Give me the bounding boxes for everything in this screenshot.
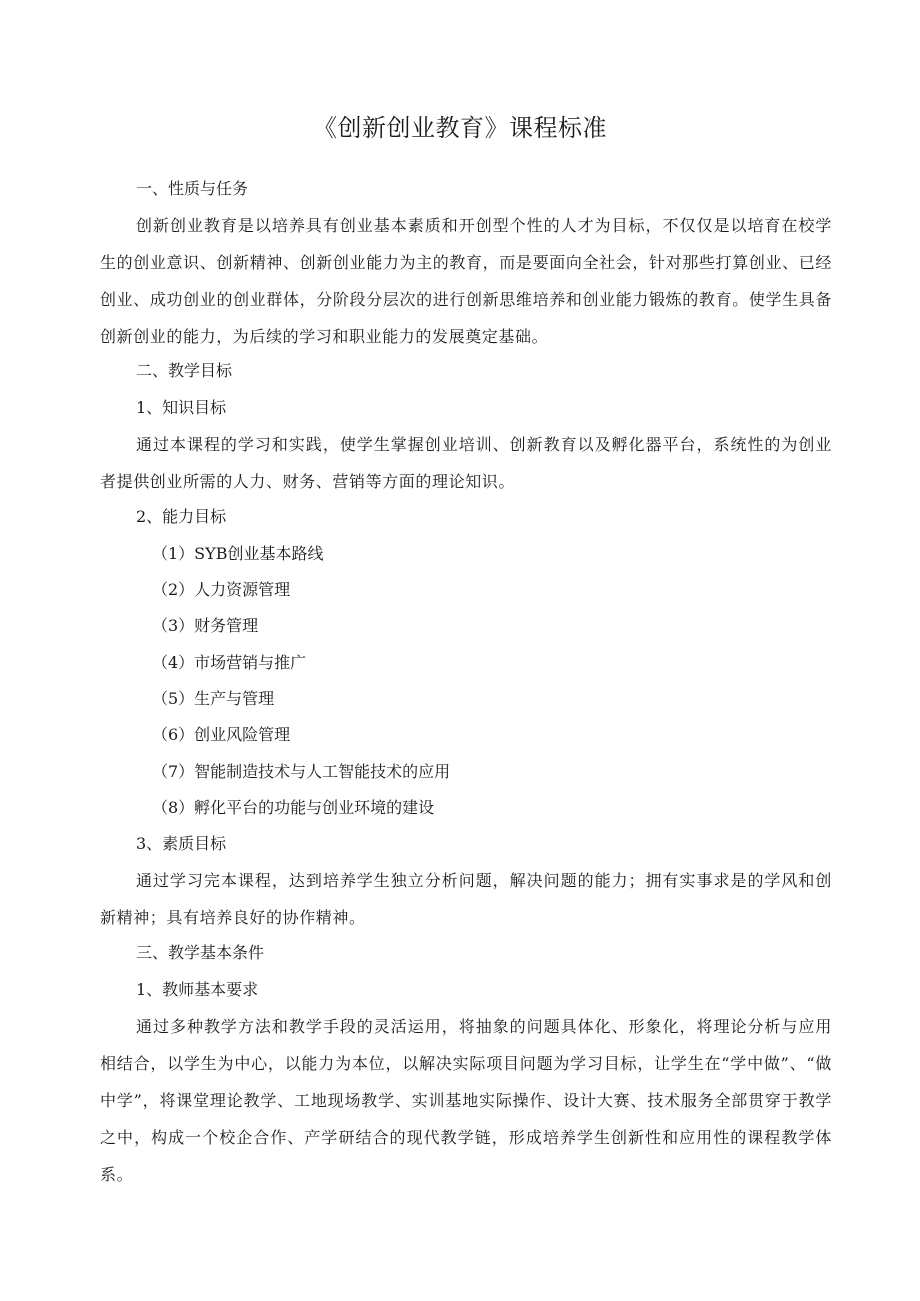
section-heading-basic-conditions: 三、教学基本条件 — [136, 943, 265, 962]
section-paragraph-nature-tasks: 创新创业教育是以培养具有创业基本素质和开创型个性的人才为目标，不仅仅是以培育在校学生的创业意识、创新精神、创新创业能力为主的教育，而是要面向全社会，针对那些打算创业、已经创业、成功创业的创业群体，分阶段分层次的进行创新思维培养和创业能力锻炼的教育。使学生具备创新创业的能力，为后续的学习和职业能力的发展奠定基础。 — [100, 216, 832, 346]
list-item: （7）智能制造技术与人工智能技术的应用 — [152, 762, 451, 781]
list-item: （4）市场营销与推广 — [152, 653, 307, 672]
subheading-quality-goals: 3、素质目标 — [136, 834, 227, 853]
subheading-ability-goals: 2、能力目标 — [136, 507, 227, 526]
list-item: （5）生产与管理 — [152, 689, 275, 708]
document-title: 《创新创业教育》课程标准 — [313, 114, 607, 142]
list-item: （1）SYB创业基本路线 — [152, 544, 324, 563]
list-item: （2）人力资源管理 — [152, 580, 291, 599]
subheading-knowledge-goals: 1、知识目标 — [136, 398, 227, 417]
paragraph-teacher-requirements: 通过多种教学方法和教学手段的灵活运用，将抽象的问题具体化、形象化，将理论分析与应用相结合，以学生为中心，以能力为本位，以解决实际项目问题为学习目标，让学生在“学中做”、“做中学”，将课堂理论教学、工地现场教学、实训基地实际操作、设计大赛、技术服务全部贯穿于教学之中，构成一个校企合作、产学研结合的现代教学链，形成培养学生创新性和应用性的课程教学体系。 — [100, 1017, 832, 1184]
paragraph-knowledge-goals: 通过本课程的学习和实践，使学生掌握创业培训、创新教育以及孵化器平台，系统性的为创业者提供创业所需的人力、财务、营销等方面的理论知识。 — [100, 435, 832, 491]
section-heading-teaching-goals: 二、教学目标 — [136, 361, 233, 380]
list-item: （8）孵化平台的功能与创业环境的建设 — [152, 798, 435, 817]
section-heading-nature-tasks: 一、性质与任务 — [136, 179, 249, 198]
list-item: （3）财务管理 — [152, 616, 259, 635]
paragraph-quality-goals: 通过学习完本课程，达到培养学生独立分析问题，解决问题的能力；拥有实事求是的学风和创新精神；具有培养良好的协作精神。 — [100, 871, 832, 927]
subheading-teacher-requirements: 1、教师基本要求 — [136, 980, 259, 999]
list-item: （6）创业风险管理 — [152, 725, 291, 744]
